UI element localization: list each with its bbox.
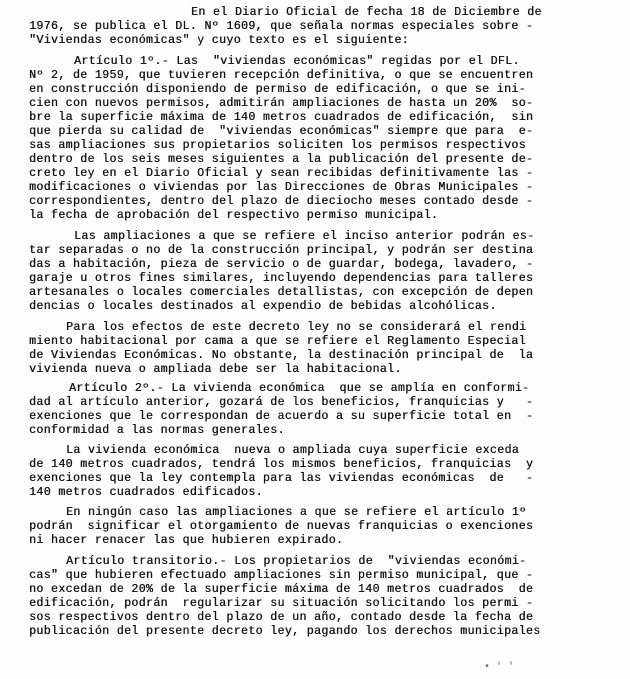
text-line: creto ley en el Diario Oficial y sean recibidas definitivamente las - (29, 167, 534, 180)
text-line: no excedan de 20% de la superficie máxima de 140 metros cuadrados de (29, 583, 534, 596)
text-line: Artículo 1º.- Las "viviendas económicas" regidas por el DFL. (74, 55, 520, 68)
text-line: Nº 2, de 1959, que tuvieren recepción definitiva, o que se encuentren (29, 69, 534, 82)
text-line: Artículo transitorio.- Los propietarios de "viviendas económi- (66, 555, 527, 568)
text-line: vivienda nueva o ampliada debe ser la habitacional. (29, 363, 402, 376)
text-line: 1976, se publica el DL. Nº 1609, que señala normas especiales sobre - (29, 20, 534, 33)
text-line: En ningún caso las ampliaciones a que se refiere el artículo 1º (66, 506, 527, 519)
text-line: Artículo 2º.- La vivienda económica que se amplía en conformi- (69, 382, 530, 395)
text-line: Para los efectos de este decreto ley no se considerará el rendi (66, 321, 527, 334)
text-line: ni hacer renacer las que hubieren expirado. (29, 534, 344, 547)
text-line: 140 metros cuadrados edificados. (29, 486, 263, 499)
text-line: modificaciones o viviendas por las Direcciones de Obras Municipales - (29, 181, 534, 194)
text-line: dentro de los seis meses siguientes a la publicación del presente de- (29, 153, 534, 166)
text-line: cas" que hubieren efectuado ampliaciones sin permiso municipal, que - (29, 569, 534, 582)
text-line: de 140 metros cuadrados, tendrá los mismos beneficios, franquicias y (29, 458, 534, 471)
text-line: En el Diario Oficial de fecha 18 de Diciembre de (191, 6, 542, 19)
text-line: La vivienda económica nueva o ampliada cuya superficie exceda (66, 444, 520, 457)
text-line: publicación del presente decreto ley, pagando los derechos municipales (29, 625, 541, 638)
scan-artifact: • ' ' (484, 662, 515, 673)
text-line: exenciones que la ley contempla para las viviendas económicas de - (29, 472, 534, 485)
text-line: "Viviendas económicas" y cuyo texto es el siguiente: (29, 34, 409, 47)
text-line: correspondientes, dentro del plazo de dieciocho meses contado desde - (29, 195, 534, 208)
text-line: la fecha de aprobación del respectivo permiso municipal. (29, 209, 439, 222)
text-line: sos respectivos dentro del plazo de un año, contado desde la fecha de (29, 611, 534, 624)
text-line: en construcción disponiendo de permiso de edificación, o que se ini- (29, 83, 526, 96)
text-line: cien con nuevos permisos, admitirán ampliaciones de hasta un 20% so- (29, 97, 534, 110)
text-line: conformidad a las normas generales. (29, 424, 285, 437)
text-line: miento habitacional por cama a que se refiere el Reglamento Especial (29, 335, 526, 348)
text-line: que pierda su calidad de "viviendas económicas" siempre que para e- (29, 125, 534, 138)
text-line: das a habitación, pieza de servicio o de guardar, bodega, lavadero, - (29, 258, 534, 271)
text-line: de Viviendas Económicas. No obstante, la destinación principal de la (29, 349, 534, 362)
text-line: dencias o locales destinados al expendio de bebidas alcohólicas. (29, 300, 497, 313)
text-line: Las ampliaciones a que se refiere el inciso anterior podrán es- (74, 230, 535, 243)
text-line: garaje u otros fines similares, incluyendo dependencias para talleres (29, 272, 534, 285)
text-line: edificación, podrán regularizar su situación solicitando los permi - (29, 597, 534, 610)
text-line: podrán significar el otorgamiento de nuevas franquicias o exenciones (29, 520, 534, 533)
text-line: sas ampliaciones sus propietarios soliciten los permisos respectivos (29, 139, 526, 152)
text-line: exenciones que le correspondan de acuerdo a su superficie total en - (29, 410, 534, 423)
text-line: bre la superficie máxima de 140 metros cuadrados de edificación, sin (29, 111, 534, 124)
text-line: dad al artículo anterior, gozará de los beneficios, franquicias y - (29, 396, 534, 409)
text-line: tar separadas o no de la construcción principal, y podrán ser destina (29, 244, 534, 257)
text-line: artesanales o locales comerciales detallistas, con excepción de depen (29, 286, 534, 299)
